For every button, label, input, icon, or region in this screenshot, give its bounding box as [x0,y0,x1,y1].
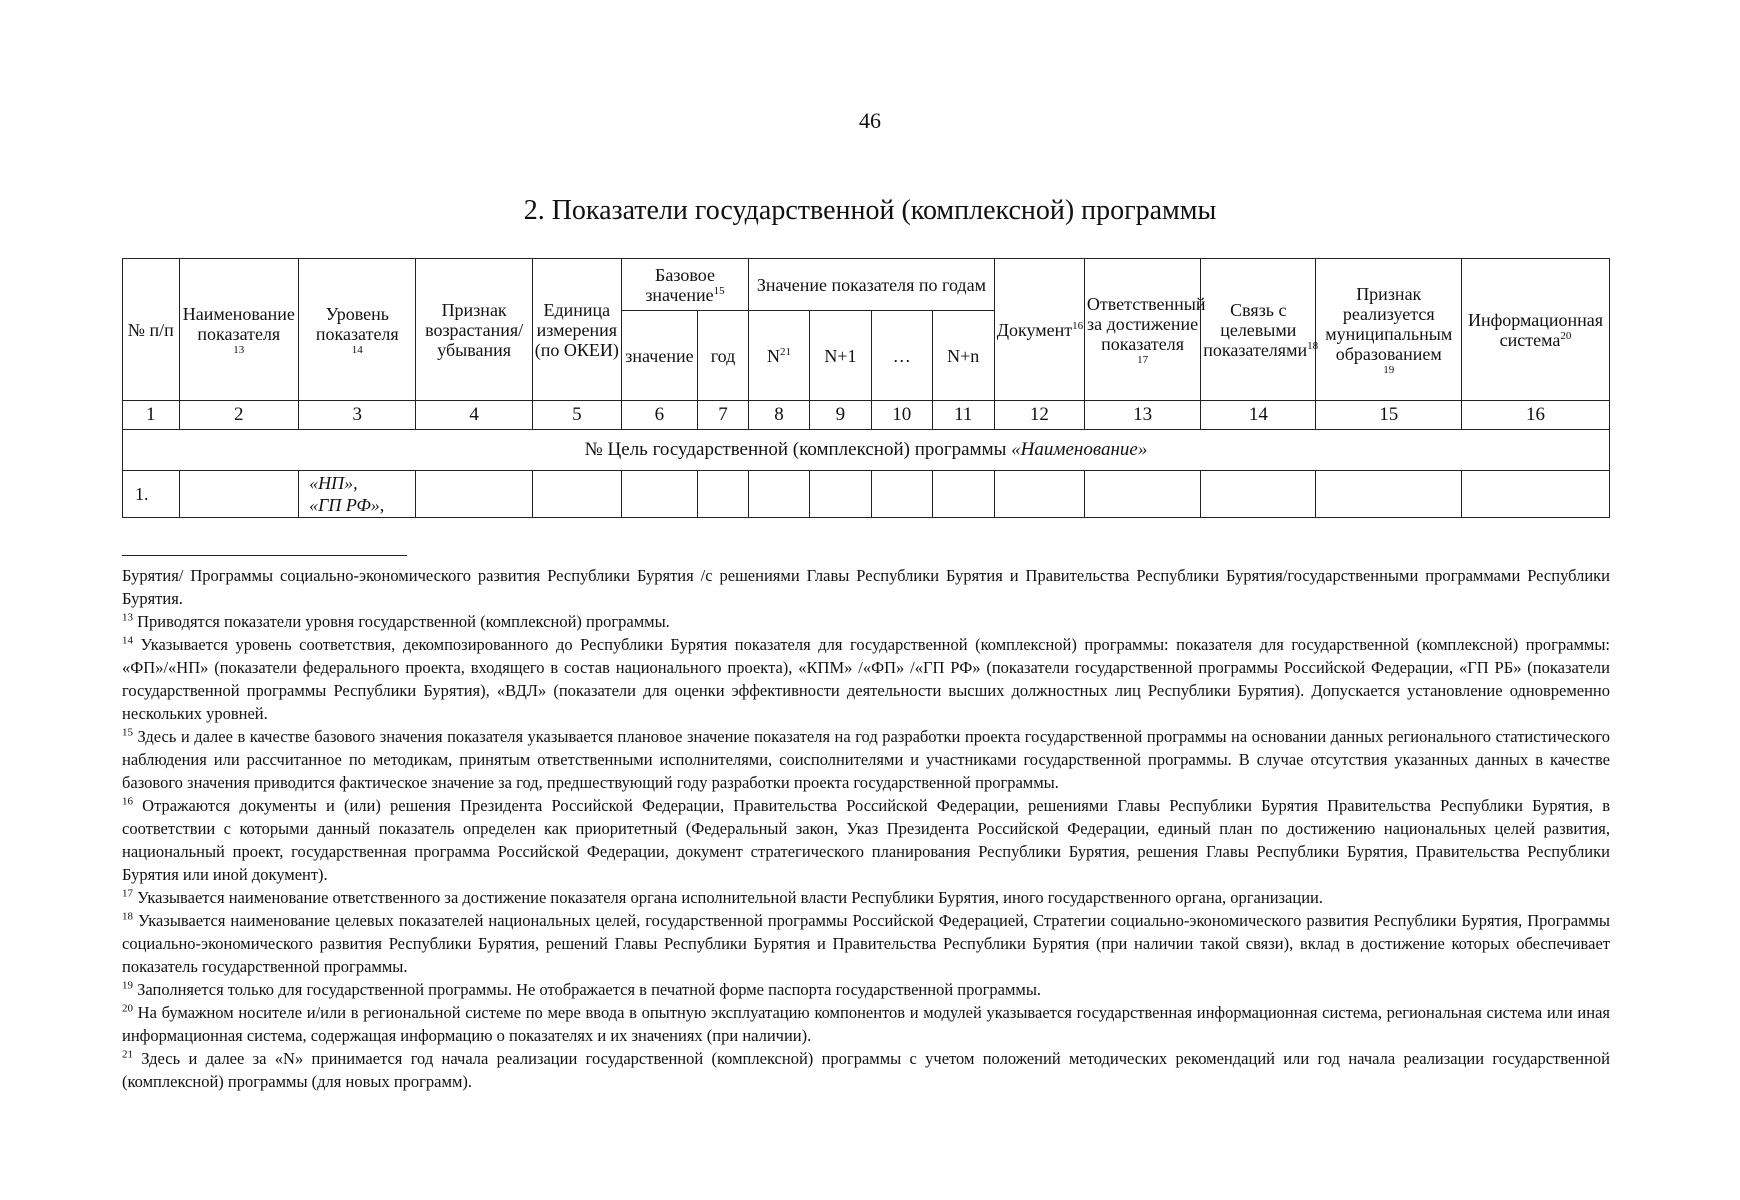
table-cell [179,471,299,518]
table-cell [697,471,748,518]
section-title: 2. Показатели государственной (комплексной) программы [523,195,1217,226]
table-cell [932,471,994,518]
table-header-row [123,259,1610,311]
footnote-continuation: Бурятия/ Программы социально-экономического развития Республики Бурятия /с решениями Главы Республики Бурятия и Правительства Республики Бурятия/государственными программами Республики Бурятия. [122,566,1610,608]
header-link: Связь с целевыми показателями$^{18}$ [1201,259,1316,401]
header-years: Значение показателя по годам [749,259,995,311]
header-base-value: значение [621,311,697,401]
indicators-table-container [122,258,1610,518]
table-cell [871,471,932,518]
header-info-system: Информационная система$^{20}$ [1462,259,1610,401]
table-cell [749,471,810,518]
column-number: 12 [994,401,1084,430]
header-base-year: год [697,311,748,401]
footnote-16: $^{16}$ Отражаются документы и (или) решения Президента Российской Федерации, Правительства Российской Федерации, решениями Главы Республики Бурятия Правительства Республики Бурятия, в соответствии с которыми данный показатель определен как приоритетный (Федеральный закон, Указ Президента Российской Федерации, единый план по достижению национальных целей развития, национальный проект, государственная программа Российской Федерации, документ стратегического планирования Республики Бурятия, решения Главы Республики Бурятия, Правительства Республики Бурятия или иной документ). [122,795,1610,884]
footnote-17: $^{17}$ Указывается наименование ответственного за достижение показателя органа исполнительной власти Республики Бурятия, иного государственного органа, организации. [122,887,1323,907]
indicators-table [122,258,1610,518]
column-number: 3 [299,401,416,430]
column-number: 16 [1462,401,1610,430]
column-number: 1 [123,401,180,430]
footnote-15: $^{15}$ Здесь и далее в качестве базового значения показателя указывается плановое значение показателя на год разработки проекта государственной программы на основании данных регионального статистического наблюдения или рассчитанное по методикам, принятым ответственными исполнителями, соисполнителями и участниками государственной программы. В случае отсутствия указанных данных в качестве базового значения приводится фактическое значение за год, предшествующий году разработки проекта государственной программы. [122,726,1610,792]
column-number: 7 [697,401,748,430]
header-municipal: Признак реализуется муниципальным образованием 19 [1316,259,1462,401]
column-number: 13 [1084,401,1200,430]
table-cell [1462,471,1610,518]
column-number: 8 [749,401,810,430]
column-number: 2 [179,401,299,430]
table-cell [416,471,532,518]
header-name: Наименование показателя 13 [179,259,299,401]
header-level: Уровень показателя 14 [299,259,416,401]
header-responsible: Ответственный за достижение показателя 17 [1084,259,1200,401]
header-base: Базовое значение$^{15}$ [621,259,748,311]
header-num: № п/п [123,259,180,401]
footnote-21: $^{21}$ Здесь и далее за «N» принимается год начала реализации государственной (комплексной) программы с учетом положений методических рекомендаций или год начала реализации государственной (комплексной) программы (для новых программ). [122,1048,1610,1091]
footnote-20: $^{20}$ На бумажном носителе и/или в региональной системе по мере ввода в опытную эксплуатацию компонентов и модулей указывается государственная информационная система, региональная система или иная информационная система, содержащая информацию о показателях и их значениях (при наличии). [122,1002,1610,1045]
footnote-14: $^{14}$ Указывается уровень соответствия, декомпозированного до Республики Бурятия показателя для государственной (комплексной) программы: показателя для государственной (комплексной) программы: «ФП»/«НП» (показатели федерального проекта, входящего в состав национального проекта), «КПМ» /«ФП» /«ГП РФ» (показатели государственной программы Российской Федерации, «ГП РБ» (показатели государственной программы Республики Бурятия), «ВДЛ» (показатели для оценки эффективности деятельности высших должностных лиц Республики Бурятия). Допускается установление одновременно нескольких уровней. [122,634,1610,723]
column-number-row [123,401,1610,430]
row-number: 1. [123,471,180,518]
table-cell [532,471,621,518]
goal-cell [123,430,1610,471]
table-cell [1316,471,1462,518]
column-number: 14 [1201,401,1316,430]
column-number: 5 [532,401,621,430]
footnote-separator [122,555,407,556]
header-year-n1: N+1 [809,311,871,401]
column-number: 6 [621,401,697,430]
header-doc: Документ$^{16}$ [994,259,1084,401]
table-cell [621,471,697,518]
column-number: 15 [1316,401,1462,430]
page-number: 46 [859,108,881,133]
header-year-dots: … [871,311,932,401]
column-number: 4 [416,401,532,430]
row-level: «НП», «ГП РФ», [299,471,416,518]
header-unit: Единица измерения (по ОКЕИ) [532,259,621,401]
footnote-13: $^{13}$ Приводятся показатели уровня государственной (комплексной) программы. [122,611,670,631]
table-row [123,471,1610,518]
header-trend: Признак возрастания/ убывания [416,259,532,401]
header-year-n: $N^{21}$ [749,311,810,401]
table-cell [1201,471,1316,518]
goal-name: «Наименование» [1011,439,1148,460]
footnote-18: $^{18}$ Указывается наименование целевых показателей национальных целей, государственной программы Российской Федерацией, Стратегии социально-экономического развития Республики Бурятия, Программы социально-экономического развития Республики Бурятия, решений Главы Республики Бурятия и Правительства Республики Бурятия (при наличии такой связи), вклад в достижение которых обеспечивает показатель государственной программы. [122,910,1610,976]
table-cell [809,471,871,518]
header-year-nn: N+n [932,311,994,401]
table-cell [1084,471,1200,518]
column-number: 10 [871,401,932,430]
footnote-19: $^{19}$ Заполняется только для государственной программы. Не отображается в печатной форме паспорта государственной программы. [122,979,1042,999]
table-cell [994,471,1084,518]
footnotes [122,564,1610,1093]
column-number: 11 [932,401,994,430]
goal-prefix: № Цель государственной (комплексной) программы [584,439,1012,460]
goal-row [123,430,1610,471]
column-number: 9 [809,401,871,430]
